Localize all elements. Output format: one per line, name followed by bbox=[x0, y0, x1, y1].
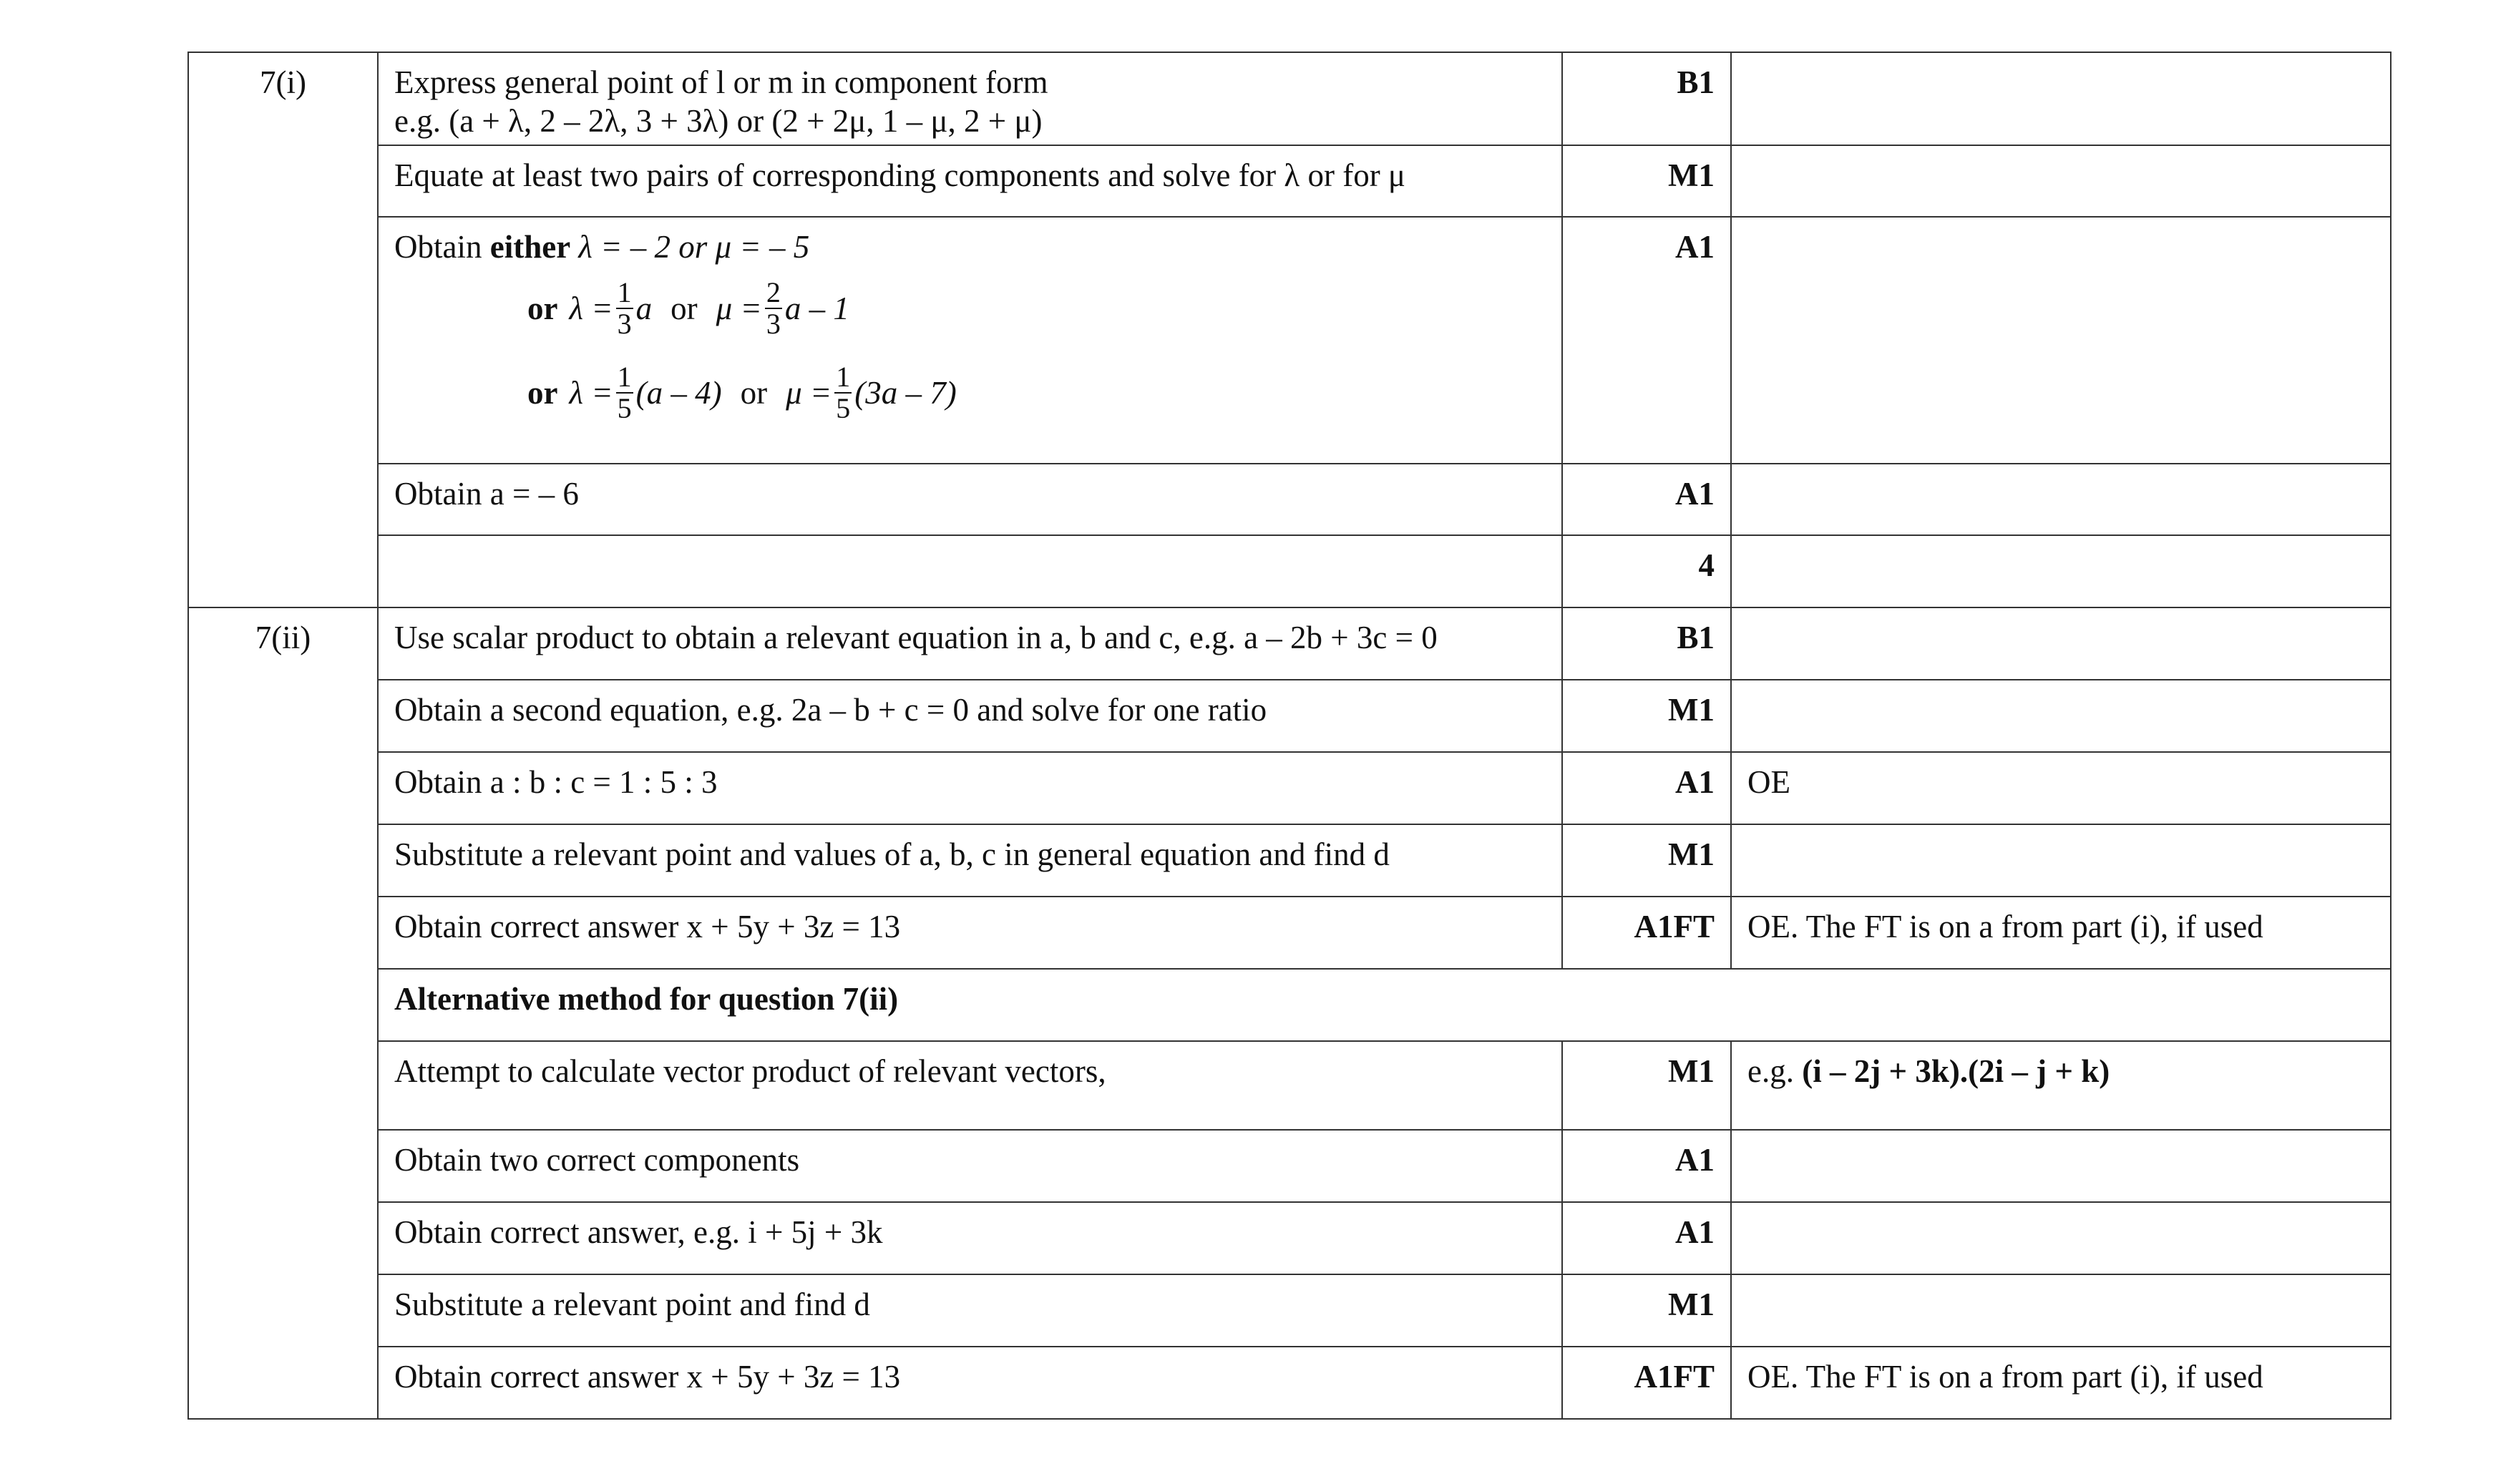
table-row bbox=[188, 1347, 2391, 1419]
denominator: 5 bbox=[836, 392, 851, 424]
table-row bbox=[188, 52, 2391, 145]
lambda-equals: λ = bbox=[569, 291, 613, 326]
alternative-method-heading: Alternative method for question 7(ii) bbox=[378, 969, 2391, 1041]
table-row bbox=[188, 1041, 2391, 1130]
answer-line: Express general point of l or m in component form bbox=[394, 64, 1048, 100]
answer-cell: Obtain a : b : c = 1 : 5 : 3 bbox=[378, 752, 1562, 824]
total-mark-cell: 4 bbox=[1562, 535, 1731, 607]
guidance-cell bbox=[1731, 464, 2391, 535]
numerator: 1 bbox=[836, 361, 851, 393]
either-expression: λ = – 2 or μ = – 5 bbox=[578, 229, 810, 265]
denominator: 3 bbox=[766, 308, 781, 340]
expression-tail: a – 1 bbox=[784, 291, 849, 326]
table-row bbox=[188, 607, 2391, 680]
table-row bbox=[188, 1130, 2391, 1202]
table-row bbox=[188, 680, 2391, 752]
guidance-cell bbox=[1731, 824, 2391, 897]
table-row bbox=[188, 897, 2391, 969]
lambda-equals: λ = bbox=[569, 375, 613, 411]
mu-equals: μ = bbox=[716, 291, 762, 326]
or-keyword: or bbox=[527, 375, 558, 411]
guidance-cell bbox=[1731, 535, 2391, 607]
answer-cell: Attempt to calculate vector product of relevant vectors, bbox=[378, 1041, 1562, 1130]
table-row bbox=[188, 969, 2391, 1041]
mark-cell: A1 bbox=[1562, 1202, 1731, 1274]
mu-equals: μ = bbox=[786, 375, 832, 411]
answer-cell bbox=[378, 52, 1562, 145]
answer-cell: Obtain correct answer x + 5y + 3z = 13 bbox=[378, 1347, 1562, 1419]
mark-scheme-table bbox=[187, 52, 2391, 1420]
mark-cell: M1 bbox=[1562, 1041, 1731, 1130]
answer-cell: Obtain correct answer x + 5y + 3z = 13 bbox=[378, 897, 1562, 969]
answer-cell: Equate at least two pairs of corresponding components and solve for λ or for μ bbox=[378, 145, 1562, 217]
fraction bbox=[616, 278, 633, 339]
guidance-cell: OE bbox=[1731, 752, 2391, 824]
mark-cell: A1FT bbox=[1562, 1347, 1731, 1419]
numerator: 1 bbox=[617, 276, 632, 308]
answer-cell bbox=[378, 535, 1562, 607]
expression-tail: a bbox=[635, 291, 653, 326]
answer-line bbox=[394, 228, 1546, 266]
question-number: 7(ii) bbox=[188, 607, 378, 1419]
mark-cell: A1 bbox=[1562, 752, 1731, 824]
guidance-cell bbox=[1731, 1274, 2391, 1347]
expression-tail: (3a – 7) bbox=[854, 375, 957, 411]
table-row bbox=[188, 145, 2391, 217]
answer-cell: Obtain a = – 6 bbox=[378, 464, 1562, 535]
question-number: 7(i) bbox=[188, 52, 378, 607]
guidance-cell bbox=[1731, 1130, 2391, 1202]
mark-cell: A1 bbox=[1562, 464, 1731, 535]
mark-cell: M1 bbox=[1562, 1274, 1731, 1347]
guidance-prefix: e.g. bbox=[1747, 1053, 1794, 1089]
table-row bbox=[188, 1274, 2391, 1347]
mark-cell: M1 bbox=[1562, 680, 1731, 752]
fraction bbox=[616, 362, 633, 424]
alternative-line-1 bbox=[527, 266, 1546, 351]
guidance-cell: OE. The FT is on a from part (i), if used bbox=[1731, 897, 2391, 969]
denominator: 5 bbox=[617, 392, 632, 424]
table-row bbox=[188, 752, 2391, 824]
or-keyword: or bbox=[527, 291, 558, 326]
denominator: 3 bbox=[617, 308, 632, 340]
guidance-cell bbox=[1731, 52, 2391, 145]
mark-cell: A1 bbox=[1562, 1130, 1731, 1202]
answer-cell: Use scalar product to obtain a relevant equation in a, b and c, e.g. a – 2b + 3c = 0 bbox=[378, 607, 1562, 680]
mark-cell: M1 bbox=[1562, 824, 1731, 897]
answer-cell: Obtain two correct components bbox=[378, 1130, 1562, 1202]
or-word: or bbox=[671, 291, 698, 326]
guidance-cell bbox=[1731, 680, 2391, 752]
answer-line: e.g. (a + λ, 2 – 2λ, 3 + 3λ) or (2 + 2μ, 1 – μ, 2 + μ) bbox=[394, 103, 1043, 139]
table-row bbox=[188, 217, 2391, 464]
answer-cell: Substitute a relevant point and values of a, b, c in general equation and find d bbox=[378, 824, 1562, 897]
guidance-cell bbox=[1731, 217, 2391, 464]
mark-cell: B1 bbox=[1562, 52, 1731, 145]
guidance-cell bbox=[1731, 145, 2391, 217]
fraction bbox=[834, 362, 852, 424]
guidance-cell bbox=[1731, 607, 2391, 680]
answer-cell: Substitute a relevant point and find d bbox=[378, 1274, 1562, 1347]
vector-expression: (i – 2j + 3k).(2i – j + k) bbox=[1802, 1053, 2110, 1089]
mark-cell: B1 bbox=[1562, 607, 1731, 680]
answer-cell bbox=[378, 217, 1562, 464]
or-word: or bbox=[740, 375, 768, 411]
table-row bbox=[188, 1202, 2391, 1274]
guidance-cell bbox=[1731, 1202, 2391, 1274]
either-word: either bbox=[489, 229, 571, 265]
alternative-line-2 bbox=[527, 351, 1546, 435]
expression-tail: (a – 4) bbox=[635, 375, 722, 411]
answer-cell: Obtain correct answer, e.g. i + 5j + 3k bbox=[378, 1202, 1562, 1274]
table-row bbox=[188, 464, 2391, 535]
guidance-cell: OE. The FT is on a from part (i), if used bbox=[1731, 1347, 2391, 1419]
answer-cell: Obtain a second equation, e.g. 2a – b + c = 0 and solve for one ratio bbox=[378, 680, 1562, 752]
guidance-cell bbox=[1731, 1041, 2391, 1130]
mark-cell: A1FT bbox=[1562, 897, 1731, 969]
mark-cell: M1 bbox=[1562, 145, 1731, 217]
fraction bbox=[765, 278, 782, 339]
table-row bbox=[188, 824, 2391, 897]
table-row bbox=[188, 535, 2391, 607]
obtain-word: Obtain bbox=[394, 229, 482, 265]
numerator: 2 bbox=[766, 276, 781, 308]
numerator: 1 bbox=[617, 361, 632, 393]
mark-cell: A1 bbox=[1562, 217, 1731, 464]
